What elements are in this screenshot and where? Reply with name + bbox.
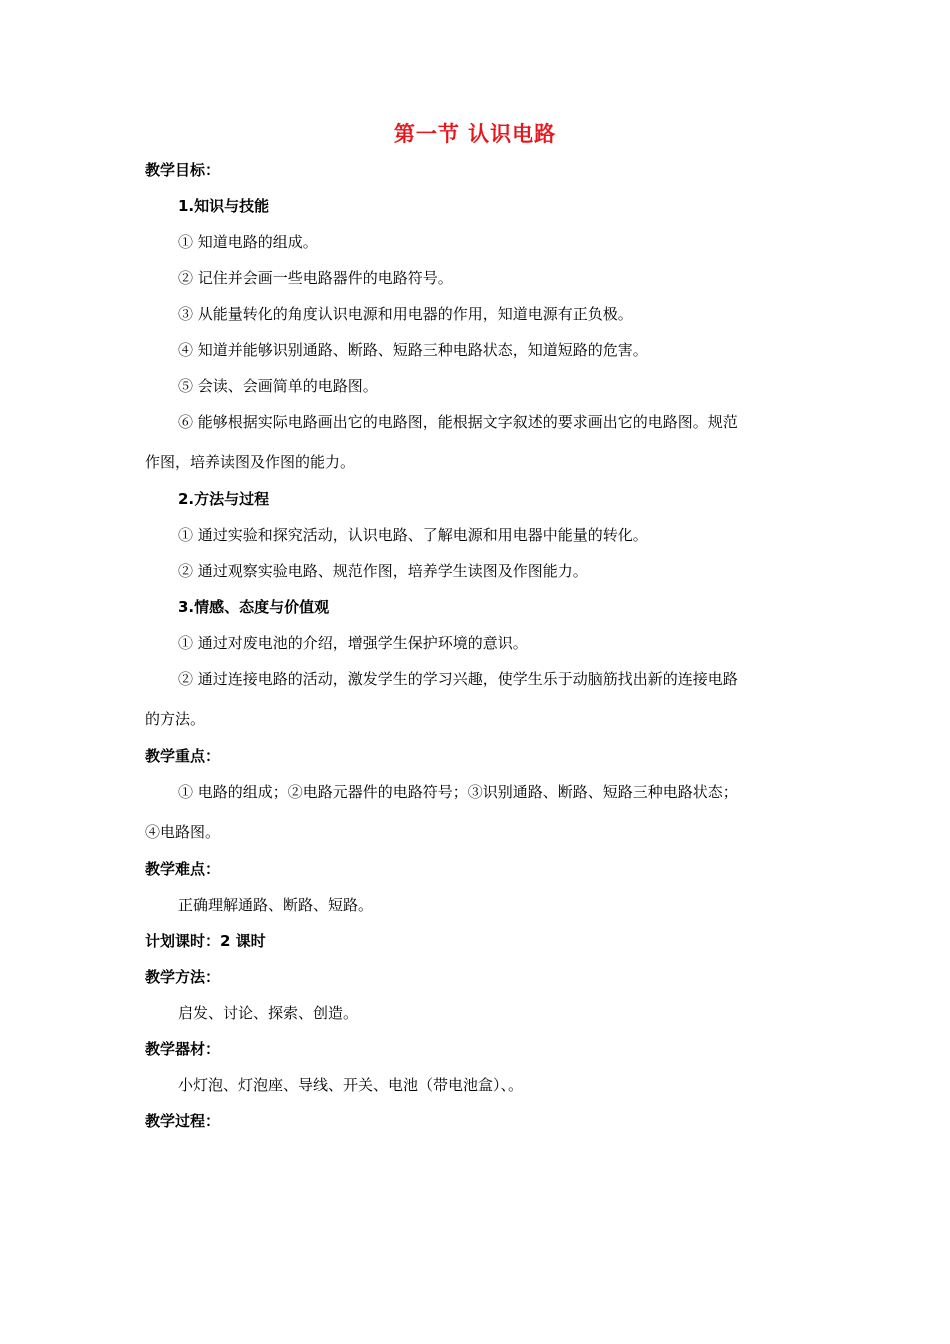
method-heading: 2.方法与过程 xyxy=(178,490,270,508)
teaching-method-text: 启发、讨论、探索、创造。 xyxy=(178,1004,359,1022)
key-points-line-2: ④电路图。 xyxy=(145,823,221,841)
equipment-heading: 教学器材： xyxy=(145,1040,221,1058)
equipment-text: 小灯泡、灯泡座、导线、开关、电池（带电池盒）、。 xyxy=(178,1076,524,1094)
knowledge-item-2: ② 记住并会画一些电路器件的电路符号。 xyxy=(178,269,453,287)
emotion-heading: 3.情感、态度与价值观 xyxy=(178,598,330,616)
objectives-heading: 教学目标： xyxy=(145,161,221,179)
knowledge-item-3: ③ 从能量转化的角度认识电源和用电器的作用，知道电源有正负极。 xyxy=(178,305,633,323)
knowledge-item-1: ① 知道电路的组成。 xyxy=(178,233,318,251)
page-title: 第一节 认识电路 xyxy=(393,122,557,146)
key-points-line-1: ① 电路的组成；②电路元器件的电路符号；③识别通路、断路、短路三种电路状态； xyxy=(178,783,738,801)
emotion-item-2: ② 通过连接电路的活动，激发学生的学习兴趣，使学生乐于动脑筋找出新的连接电路 xyxy=(178,670,738,688)
teaching-method-heading: 教学方法： xyxy=(145,968,221,986)
knowledge-item-4: ④ 知道并能够识别通路、断路、短路三种电路状态，知道短路的危害。 xyxy=(178,341,648,359)
key-points-heading: 教学重点： xyxy=(145,747,221,765)
planned-hours: 计划课时：2 课时 xyxy=(145,932,266,950)
emotion-item-1: ① 通过对废电池的介绍，增强学生保护环境的意识。 xyxy=(178,634,528,652)
process-heading: 教学过程： xyxy=(145,1112,221,1130)
knowledge-heading: 1.知识与技能 xyxy=(178,197,270,215)
difficulties-heading: 教学难点： xyxy=(145,860,221,878)
method-item-1: ① 通过实验和探究活动，认识电路、了解电源和用电器中能量的转化。 xyxy=(178,526,648,544)
difficulties-text: 正确理解通路、断路、短路。 xyxy=(178,896,374,914)
knowledge-item-6: ⑥ 能够根据实际电路画出它的电路图，能根据文字叙述的要求画出它的电路图。规范 xyxy=(178,413,738,431)
emotion-item-2-continued: 的方法。 xyxy=(145,710,206,728)
knowledge-item-6-continued: 作图，培养读图及作图的能力。 xyxy=(145,453,356,471)
knowledge-item-5: ⑤ 会读、会画简单的电路图。 xyxy=(178,377,378,395)
method-item-2: ② 通过观察实验电路、规范作图，培养学生读图及作图能力。 xyxy=(178,562,588,580)
